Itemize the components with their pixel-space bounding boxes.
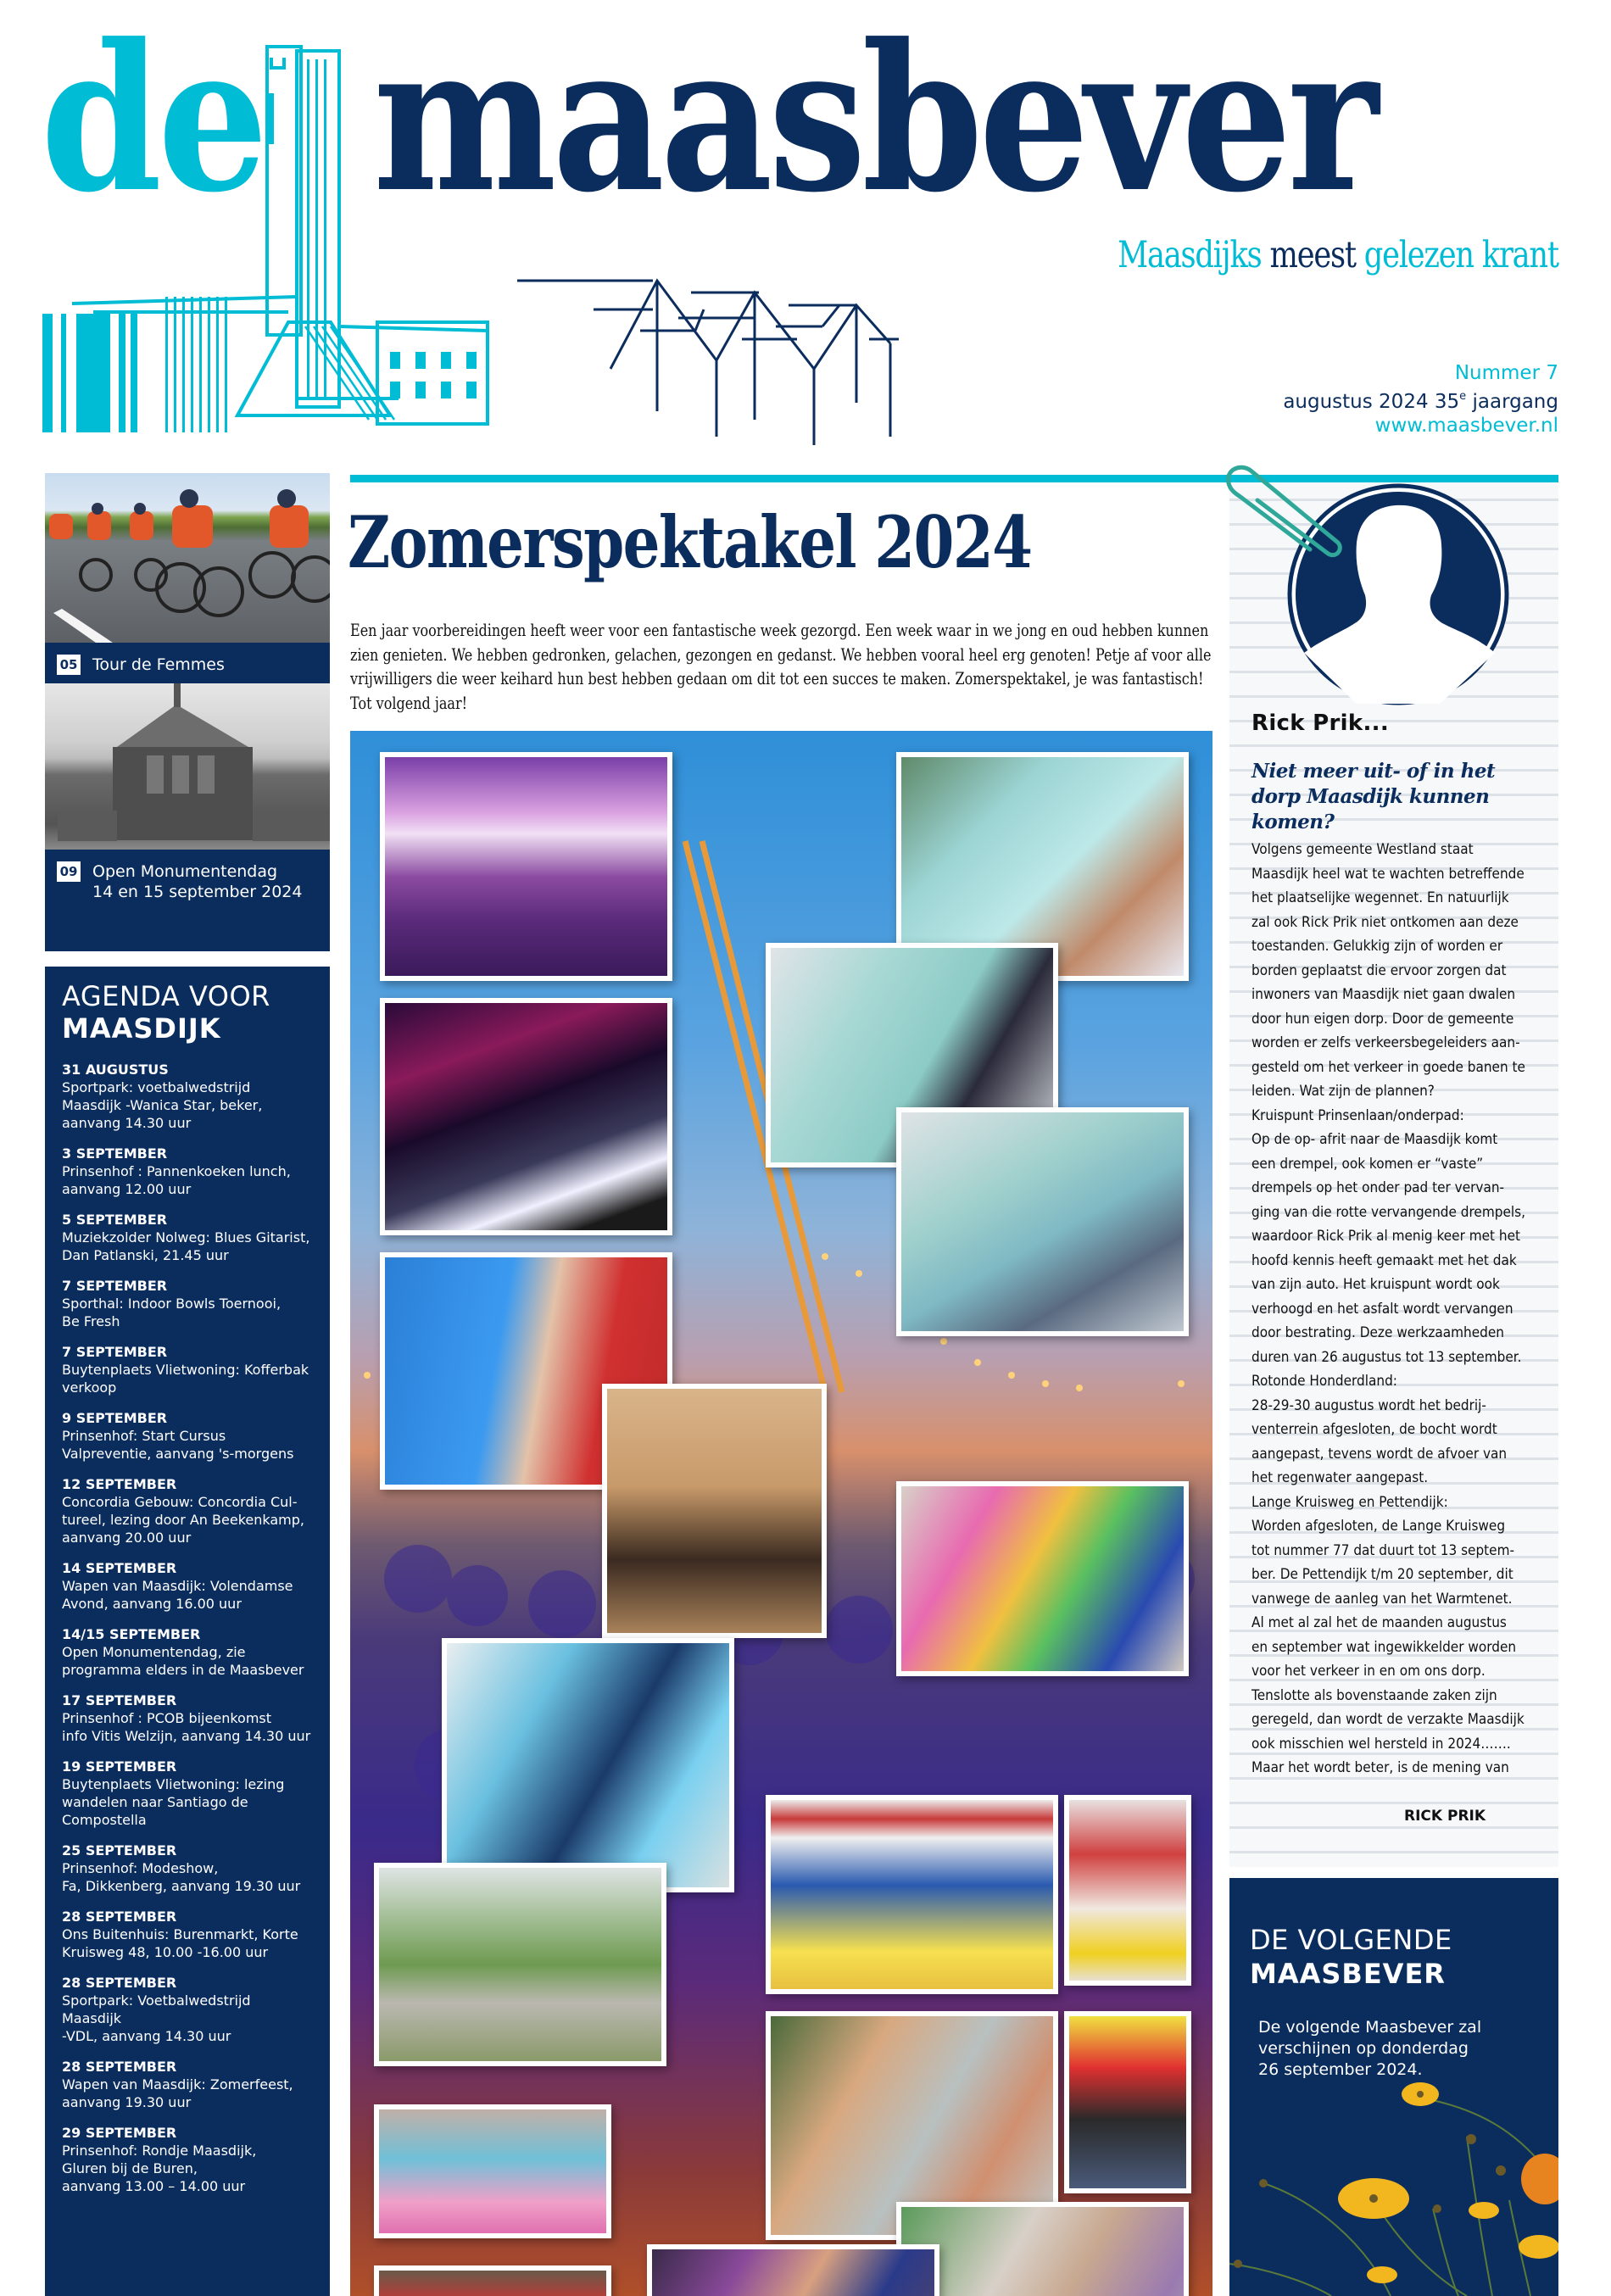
agenda-item-date: 9 SEPTEMBER	[62, 1410, 168, 1426]
photo-runners-path	[374, 1863, 666, 2066]
agenda-item	[62, 2059, 313, 2111]
agenda-item	[62, 1758, 313, 1829]
agenda-item	[62, 1278, 313, 1330]
article-intro: Een jaar voorbereidingen heeft weer voor een fantastische week gezorgd. Een week waar in we jong en oud hebben kunnen zien genieten. We hebben gedronken, gelachen, gezongen en gedanst. We hebben vooral heel erg genoten! Petje af voor alle vrijwilligers die weer keihard hun best hebben gedaan om dit tot een succes te maken. Zomerspektakel, je was fantastisch! Tot volgend jaar!	[350, 621, 1212, 713]
column-signature: RICK PRIK	[1404, 1808, 1486, 1825]
agenda-item-description: Prinsenhof: Modeshow, Fa, Dikkenberg, aanvang 19.30 uur	[62, 1860, 301, 1894]
agenda-item-date: 14/15 SEPTEMBER	[62, 1626, 201, 1642]
teaser-tour-de-femmes[interactable]	[45, 473, 330, 702]
agenda-item-description: Prinsenhof : Pannenkoeken lunch, aanvang 12.00 uur	[62, 1163, 291, 1197]
column-title: Rick Prik...	[1251, 711, 1389, 736]
agenda-item-description: Wapen van Maasdijk: Zomerfeest, aanvang 19.30 uur	[62, 2076, 293, 2110]
agenda-item-description: Muziekzolder Nolweg: Blues Gitarist, Dan Patlanski, 21.45 uur	[62, 1229, 310, 1263]
photo-kids-carousel	[374, 2104, 611, 2238]
cyclists-illustration	[45, 473, 330, 643]
agenda-item-date: 14 SEPTEMBER	[62, 1560, 177, 1576]
agenda-item-description: Prinsenhof : PCOB bijeenkomst info Vitis Welzijn, aanvang 14.30 uur	[62, 1710, 311, 1744]
photo-girls-fair	[896, 2202, 1189, 2296]
agenda-item	[62, 1842, 313, 1895]
agenda-item-date: 3 SEPTEMBER	[62, 1145, 168, 1162]
tagline-part-2: meest	[1269, 234, 1356, 276]
church-photo	[45, 683, 330, 850]
agenda-item-date: 31 AUGUSTUS	[62, 1062, 169, 1078]
agenda-item-date: 28 SEPTEMBER	[62, 1975, 177, 1991]
church-illustration	[45, 683, 330, 850]
next-edition-box	[1229, 1878, 1558, 2296]
agenda-item	[62, 1344, 313, 1396]
agenda-item	[62, 1626, 313, 1679]
agenda-item-description: Buytenplaets Vlietwoning: Kofferbak verkoop	[62, 1362, 309, 1396]
photo-party-crowd	[647, 2244, 939, 2296]
agenda-item	[62, 1410, 313, 1463]
agenda-item-date: 5 SEPTEMBER	[62, 1212, 168, 1228]
tagline-part-1: Maasdijks	[1118, 234, 1262, 276]
issue-info	[1283, 361, 1558, 437]
tagline	[1118, 234, 1558, 276]
agenda-item-description: Sportpark: voetbalwedstrijd Maasdijk -Wanica Star, beker, aanvang 14.30 uur	[62, 1079, 263, 1131]
teaser-open-monumentendag[interactable]	[45, 683, 330, 951]
agenda-item-date: 19 SEPTEMBER	[62, 1758, 177, 1775]
agenda-item-date: 29 SEPTEMBER	[62, 2125, 177, 2141]
agenda-item	[62, 1062, 313, 1132]
agenda-heading-bold: MAASDIJK	[62, 1012, 221, 1045]
agenda-item	[62, 1212, 313, 1264]
agenda-list	[62, 1062, 313, 2195]
greenhouse-illustration	[475, 276, 1085, 445]
photo-stage-performers	[380, 998, 672, 1235]
paperclip-icon	[1217, 458, 1344, 568]
issue-number: Nummer 7	[1454, 362, 1558, 384]
agenda-item	[62, 1692, 313, 1745]
photo-collage	[350, 731, 1212, 2296]
teaser-title: Open Monumentendag 14 en 15 september 2024	[92, 862, 303, 901]
section-rule	[350, 475, 1232, 482]
photo-runners-team	[442, 1638, 734, 1892]
photo-stage-fireworks	[380, 752, 672, 981]
issue-date-text: augustus 2024 35	[1283, 391, 1460, 413]
agenda-item-description: Sportpark: Voetbalwedstrijd Maasdijk -VDL, aanvang 14.30 uur	[62, 1992, 251, 2044]
tagline-part-3: gelezen krant	[1363, 234, 1558, 276]
agenda-item-date: 7 SEPTEMBER	[62, 1344, 168, 1360]
issue-date	[1283, 385, 1558, 414]
agenda-heading-light: AGENDA VOOR	[62, 980, 270, 1012]
photo-fairground-ride	[896, 1481, 1189, 1676]
photo-group-bar	[896, 1107, 1189, 1336]
flowers-illustration	[1229, 2073, 1558, 2296]
agenda-item	[62, 1145, 313, 1198]
agenda-item-description: Concordia Gebouw: Concordia Cul- tureel, lezing door An Beekenkamp, aanvang 20.00 uur	[62, 1494, 304, 1546]
next-edition-heading-bold: MAASBEVER	[1250, 1958, 1446, 1990]
photo-bungee-jumper	[1064, 2011, 1191, 2193]
agenda-item-date: 7 SEPTEMBER	[62, 1278, 168, 1294]
photo-podium	[766, 1795, 1058, 1994]
website-link[interactable]: www.maasbever.nl	[1374, 415, 1558, 437]
agenda-item-description: Open Monumentendag, zie programma elders in de Maasbever	[62, 1644, 304, 1678]
agenda-item-date: 17 SEPTEMBER	[62, 1692, 177, 1708]
agenda-item-description: Sporthal: Indoor Bowls Toernooi, Be Fresh	[62, 1296, 282, 1329]
column-body: Volgens gemeente Westland staat Maasdijk heel wat te wachten betreffende het plaatselijke wegennet. En natuurlijk zal ook Rick Prik niet ontkomen aan deze toestanden. Gelukkig zijn of worden er borden geplaatst die ervoor zorgen dat inwoners van Maasdijk niet gaan dwalen door hun eigen dorp. Door de gemeente worden er zelfs verkeersbegeleiders aan- gesteld om het verkeer in goede banen te leiden. Wat zijn de plannen? Kruispunt Prinsenlaan/onderpad: Op de op- afrit naar de Maasdijk komt een drempel, ook komen er “vaste” drempels op het onder pad ter vervan- ging van die rotte vervangende drempels, waardoor Rick Prik al menig keer met het hoofd kennis heeft gemaakt met het dak van zijn auto. Het kruispunt wordt ook verhoogd en het asfalt wordt vervangen door bestrating. Deze werkzaamheden duren van 26 augustus tot 13 september. Rotonde Honderdland: 28-29-30 augustus wordt het bedrij- venterrein afgesloten, de bocht wordt aangepast, tevens wordt de afvoer van het regenwater aangepast. Lange Kruisweg en Pettendijk: Worden afgesloten, de Lange Kruisweg tot nummer 77 dat duurt tot 13 septem- ber. De Pettendijk t/m 20 september, dit vanwege de aanleg van het Warmtenet. Al met al zal het de maanden augustus en september wat ingewikkelder worden voor het verkeer in en om ons dorp. Tenslotte als bovenstaande zaken zijn geregeld, dan wordt de verzakte Maasdijk ook misschien wel hersteld in 2024……. Maar het wordt beter, is de mening van	[1251, 841, 1525, 1776]
teaser-caption	[45, 850, 330, 914]
issue-volume: jaargang	[1472, 391, 1558, 413]
agenda-item	[62, 1560, 313, 1613]
next-edition-heading-light: DE VOLGENDE	[1250, 1924, 1452, 1956]
agenda-item-date: 12 SEPTEMBER	[62, 1476, 177, 1492]
article-headline: Zomerspektakel 2024	[348, 500, 1032, 584]
agenda-item-description: Prinsenhof: Rondje Maasdijk, Gluren bij de Buren, aanvang 13.00 – 14.00 uur	[62, 2143, 257, 2194]
issue-date-sup: e	[1459, 390, 1467, 403]
agenda-item-description: Prinsenhof: Start Cursus Valpreventie, aanvang 's-morgens	[62, 1428, 294, 1462]
column-subtitle: Niet meer uit- of in het dorp Maasdijk kunnen komen?	[1251, 760, 1496, 833]
teaser-title: Tour de Femmes	[92, 655, 225, 674]
teaser-caption	[45, 643, 330, 687]
page-number-badge: 09	[57, 861, 81, 882]
agenda-item-date: 28 SEPTEMBER	[62, 2059, 177, 2075]
photo-bungee-kid	[1064, 1795, 1191, 1986]
agenda-item-description: Buytenplaets Vlietwoning: lezing wandelen naar Santiago de Compostella	[62, 1776, 285, 1828]
photo-rodeo-bull	[602, 1384, 827, 1638]
agenda-box	[45, 967, 330, 2296]
masthead	[0, 0, 1611, 458]
agenda-item-date: 25 SEPTEMBER	[62, 1842, 177, 1859]
agenda-item	[62, 2125, 313, 2195]
agenda-item-description: Ons Buitenhuis: Burenmarkt, Korte Kruisweg 48, 10.00 -16.00 uur	[62, 1926, 298, 1960]
photo-fire-truck-ride	[374, 2265, 611, 2296]
cyclists-photo	[45, 473, 330, 643]
next-edition-text: De volgende Maasbever zal verschijnen op donderdag 26 september 2024.	[1258, 2018, 1482, 2079]
logo-title: maasbever	[373, 1, 1374, 237]
logo-prefix: de	[41, 1, 265, 237]
agenda-item	[62, 1975, 313, 2045]
agenda-item	[62, 1909, 313, 1961]
agenda-item-date: 28 SEPTEMBER	[62, 1909, 177, 1925]
agenda-item-description: Wapen van Maasdijk: Volendamse Avond, aanvang 16.00 uur	[62, 1578, 293, 1612]
page-number-badge: 05	[57, 655, 81, 675]
agenda-item	[62, 1476, 313, 1546]
